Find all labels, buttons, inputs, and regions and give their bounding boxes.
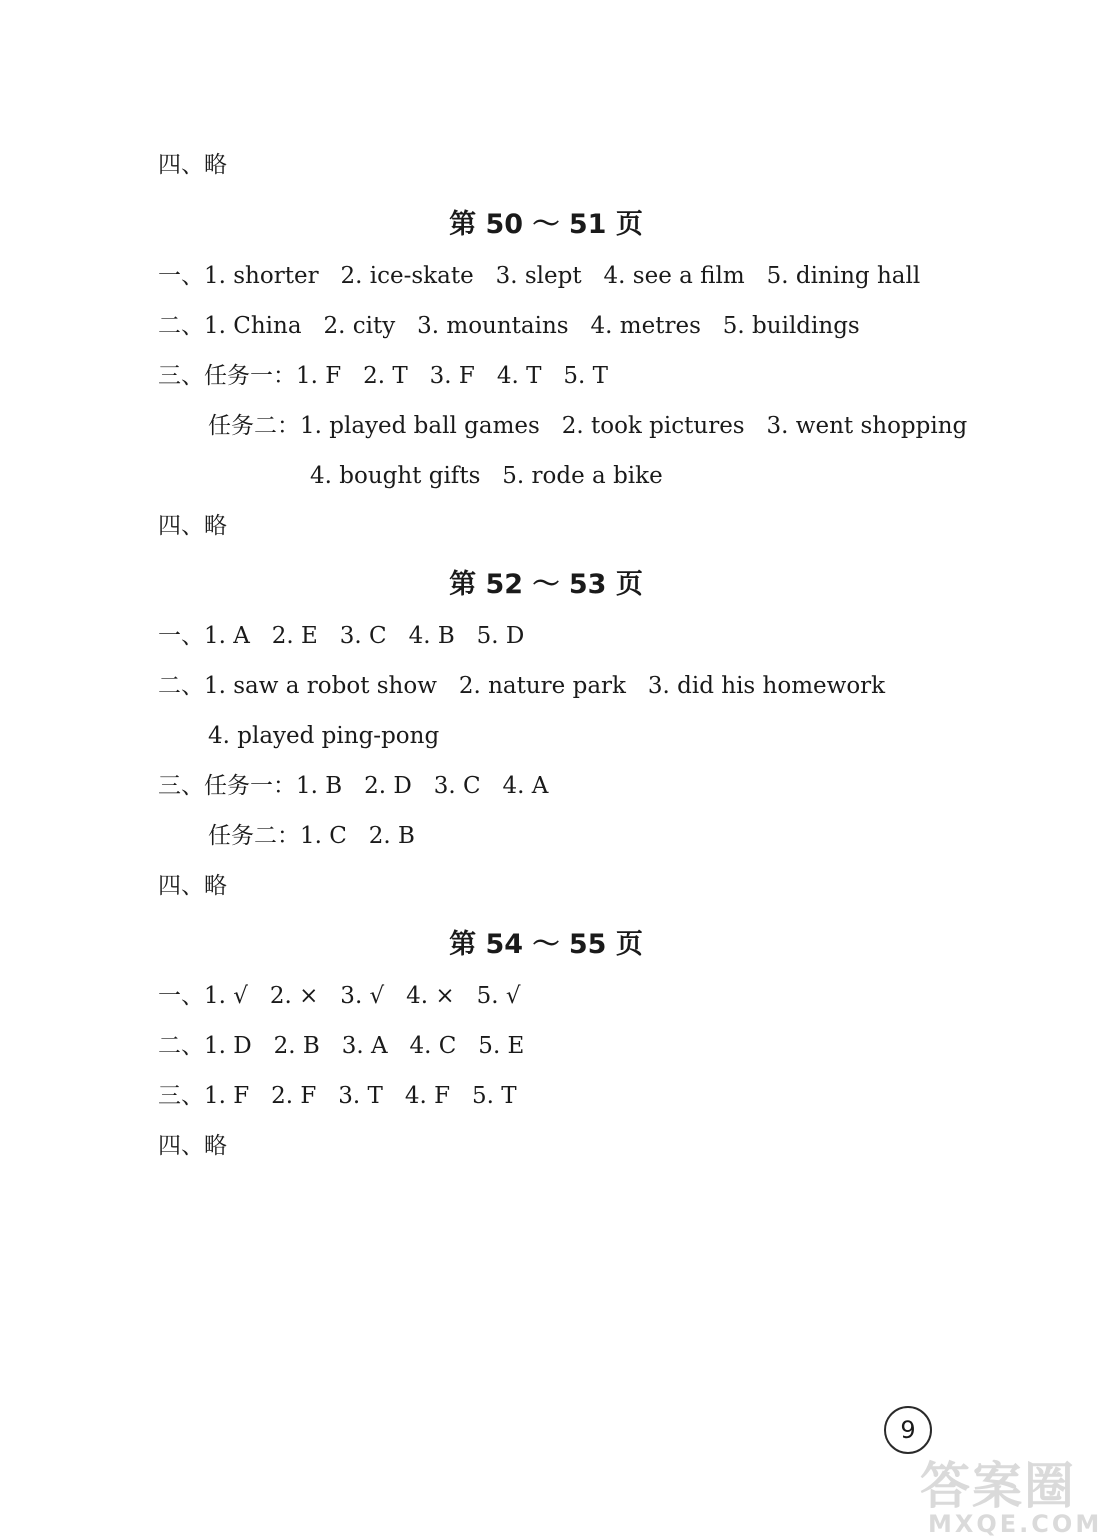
answer-line: 三、1. F 2. F 3. T 4. F 5. T bbox=[158, 1083, 517, 1109]
answer-line: 四、略 bbox=[158, 873, 227, 899]
answer-line: 一、1. √ 2. × 3. √ 4. × 5. √ bbox=[158, 983, 521, 1009]
answer-line: 四、略 bbox=[158, 1133, 227, 1159]
answer-line: 一、1. A 2. E 3. C 4. B 5. D bbox=[158, 623, 525, 649]
answer-line: 二、1. China 2. city 3. mountains 4. metres 5. buildings bbox=[158, 313, 860, 339]
answer-line: 四、略 bbox=[158, 513, 227, 539]
page-number: 9 bbox=[884, 1406, 932, 1454]
answer-line: 四、略 bbox=[158, 152, 227, 178]
answer-line: 三、任务一：1. B 2. D 3. C 4. A bbox=[158, 773, 549, 799]
answer-line: 二、1. D 2. B 3. A 4. C 5. E bbox=[158, 1033, 525, 1059]
answer-line: 三、任务一：1. F 2. T 3. F 4. T 5. T bbox=[158, 363, 608, 389]
watermark-sub: MXQE.COM bbox=[928, 1510, 1102, 1538]
answer-line: 4. played ping-pong bbox=[208, 723, 440, 749]
answer-line: 一、1. shorter 2. ice-skate 3. slept 4. see a film 5. dining hall bbox=[158, 263, 921, 289]
watermark-main: 答案圈 bbox=[920, 1457, 1076, 1515]
section-heading: 第 52 ～ 53 页 bbox=[449, 569, 643, 600]
answer-line: 任务二：1. C 2. B bbox=[208, 823, 415, 849]
watermark bbox=[920, 1457, 1102, 1538]
answer-line: 二、1. saw a robot show 2. nature park 3. did his homework bbox=[158, 673, 886, 699]
answer-line: 任务二：1. played ball games 2. took pictures 3. went shopping bbox=[208, 413, 968, 439]
section-heading: 第 50 ～ 51 页 bbox=[449, 209, 643, 240]
answer-line: 4. bought gifts 5. rode a bike bbox=[310, 463, 663, 489]
section-heading: 第 54 ～ 55 页 bbox=[449, 929, 643, 960]
